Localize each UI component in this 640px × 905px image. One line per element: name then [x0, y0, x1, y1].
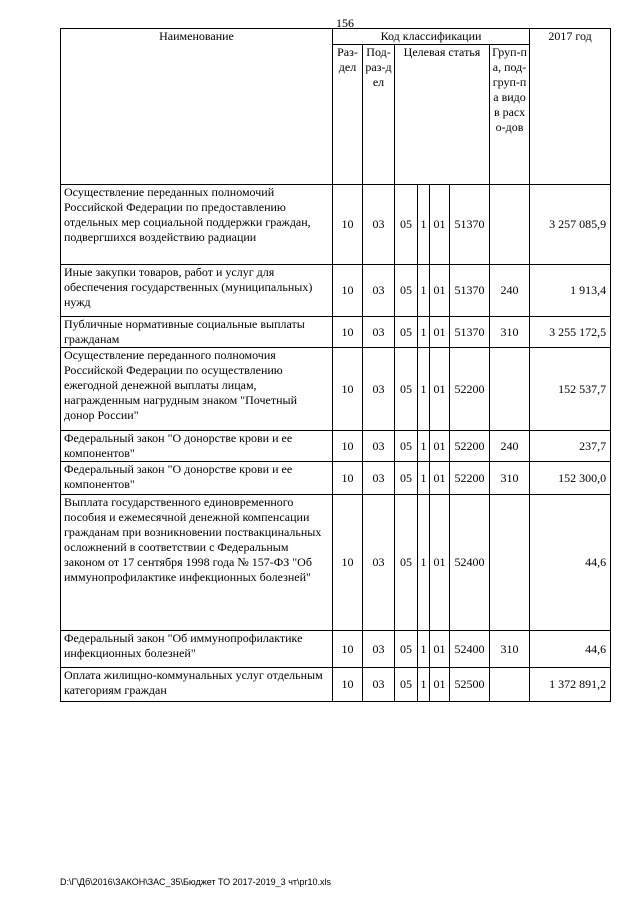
row-razdel: 10 — [333, 317, 363, 348]
table-body — [61, 185, 611, 702]
row-razdel: 10 — [333, 668, 363, 702]
header-name: Наименование — [61, 29, 333, 185]
row-target-program: 05 — [395, 348, 418, 431]
row-target-program: 05 — [395, 495, 418, 631]
row-target-event: 01 — [430, 348, 450, 431]
row-name: Публичные нормативные социальные выплаты гражданам — [61, 317, 333, 348]
row-target-event: 01 — [430, 668, 450, 702]
row-group — [490, 668, 530, 702]
row-podrazdel: 03 — [363, 631, 395, 668]
row-target-event: 01 — [430, 462, 450, 495]
row-target-subprogram: 1 — [418, 348, 430, 431]
row-amount: 152 537,7 — [530, 348, 611, 431]
row-razdel: 10 — [333, 348, 363, 431]
row-target-subprogram: 1 — [418, 631, 430, 668]
table-row — [61, 431, 611, 462]
row-target-code: 52500 — [450, 668, 490, 702]
row-razdel: 10 — [333, 265, 363, 317]
row-target-code: 52200 — [450, 348, 490, 431]
table-row — [61, 317, 611, 348]
row-name: Осуществление переданного полномочия Российской Федерации по осуществлению ежегодной денежной выплаты лицам, награжденным нагрудным знаком "Почетный донор России" — [61, 348, 333, 431]
row-group — [490, 185, 530, 265]
row-amount: 44,6 — [530, 631, 611, 668]
table-row — [61, 631, 611, 668]
row-name: Иные закупки товаров, работ и услуг для обеспечения государственных (муниципальных) нужд — [61, 265, 333, 317]
row-target-code: 51370 — [450, 317, 490, 348]
table-row — [61, 495, 611, 631]
row-target-code: 52400 — [450, 631, 490, 668]
table-row — [61, 668, 611, 702]
table-row — [61, 348, 611, 431]
footer-file-path: D:\Г\Дб\2016\ЗАКОН\ЗАС_35\Бюджет ТО 2017-2019_3 чт\pr10.xls — [60, 877, 332, 887]
row-target-event: 01 — [430, 431, 450, 462]
header-group: Груп-па, под-груп-па видов расхо-дов — [490, 45, 530, 185]
row-target-subprogram: 1 — [418, 462, 430, 495]
row-razdel: 10 — [333, 631, 363, 668]
row-group: 310 — [490, 317, 530, 348]
header-year: 2017 год — [530, 29, 611, 185]
row-amount: 1 372 891,2 — [530, 668, 611, 702]
row-target-program: 05 — [395, 631, 418, 668]
budget-table — [60, 28, 611, 702]
row-target-subprogram: 1 — [418, 668, 430, 702]
row-razdel: 10 — [333, 185, 363, 265]
row-razdel: 10 — [333, 431, 363, 462]
row-group: 310 — [490, 462, 530, 495]
row-podrazdel: 03 — [363, 348, 395, 431]
row-group: 240 — [490, 431, 530, 462]
row-target-program: 05 — [395, 462, 418, 495]
header-podrazdel: Под-раз-дел — [363, 45, 395, 185]
row-group — [490, 348, 530, 431]
row-name: Оплата жилищно-коммунальных услуг отдельным категориям граждан — [61, 668, 333, 702]
row-amount: 1 913,4 — [530, 265, 611, 317]
row-target-code: 52200 — [450, 462, 490, 495]
row-razdel: 10 — [333, 495, 363, 631]
row-target-event: 01 — [430, 317, 450, 348]
row-target-code: 51370 — [450, 185, 490, 265]
row-razdel: 10 — [333, 462, 363, 495]
header-classification: Код классификации — [333, 29, 530, 45]
row-podrazdel: 03 — [363, 462, 395, 495]
row-podrazdel: 03 — [363, 317, 395, 348]
row-podrazdel: 03 — [363, 185, 395, 265]
row-group: 310 — [490, 631, 530, 668]
row-target-subprogram: 1 — [418, 265, 430, 317]
table-row — [61, 185, 611, 265]
row-podrazdel: 03 — [363, 495, 395, 631]
row-name: Выплата государственного единовременного пособия и ежемесячной денежной компенсации гражданам при возникновении поствакцинальных осложнений в соответствии с Федеральным законом от 17 сентября 1998 года № 157-ФЗ "Об иммунопрофилактике инфекционных болезней" — [61, 495, 333, 631]
row-name: Федеральный закон "О донорстве крови и ее компонентов" — [61, 462, 333, 495]
row-group — [490, 495, 530, 631]
page-number: 156 — [336, 16, 354, 30]
row-target-event: 01 — [430, 631, 450, 668]
row-target-subprogram: 1 — [418, 317, 430, 348]
row-target-program: 05 — [395, 185, 418, 265]
row-podrazdel: 03 — [363, 265, 395, 317]
row-target-code: 52400 — [450, 495, 490, 631]
row-group: 240 — [490, 265, 530, 317]
row-target-subprogram: 1 — [418, 495, 430, 631]
row-target-event: 01 — [430, 185, 450, 265]
row-target-code: 51370 — [450, 265, 490, 317]
header-razdel: Раз-дел — [333, 45, 363, 185]
row-amount: 152 300,0 — [530, 462, 611, 495]
row-target-program: 05 — [395, 317, 418, 348]
row-target-event: 01 — [430, 265, 450, 317]
row-podrazdel: 03 — [363, 668, 395, 702]
row-target-code: 52200 — [450, 431, 490, 462]
row-amount: 44,6 — [530, 495, 611, 631]
row-target-subprogram: 1 — [418, 431, 430, 462]
row-podrazdel: 03 — [363, 431, 395, 462]
row-amount: 237,7 — [530, 431, 611, 462]
row-target-program: 05 — [395, 265, 418, 317]
header-row-1 — [61, 29, 611, 45]
row-amount: 3 255 172,5 — [530, 317, 611, 348]
row-target-event: 01 — [430, 495, 450, 631]
row-amount: 3 257 085,9 — [530, 185, 611, 265]
row-name: Федеральный закон "О донорстве крови и ее компонентов" — [61, 431, 333, 462]
row-target-subprogram: 1 — [418, 185, 430, 265]
row-target-program: 05 — [395, 668, 418, 702]
row-name: Осуществление переданных полномочий Российской Федерации по предоставлению отдельных мер социальной поддержки граждан, подвергшихся воздействию радиации — [61, 185, 333, 265]
header-target: Целевая статья — [395, 45, 490, 185]
table-row — [61, 462, 611, 495]
row-target-program: 05 — [395, 431, 418, 462]
row-name: Федеральный закон "Об иммунопрофилактике инфекционных болезней" — [61, 631, 333, 668]
table-row — [61, 265, 611, 317]
